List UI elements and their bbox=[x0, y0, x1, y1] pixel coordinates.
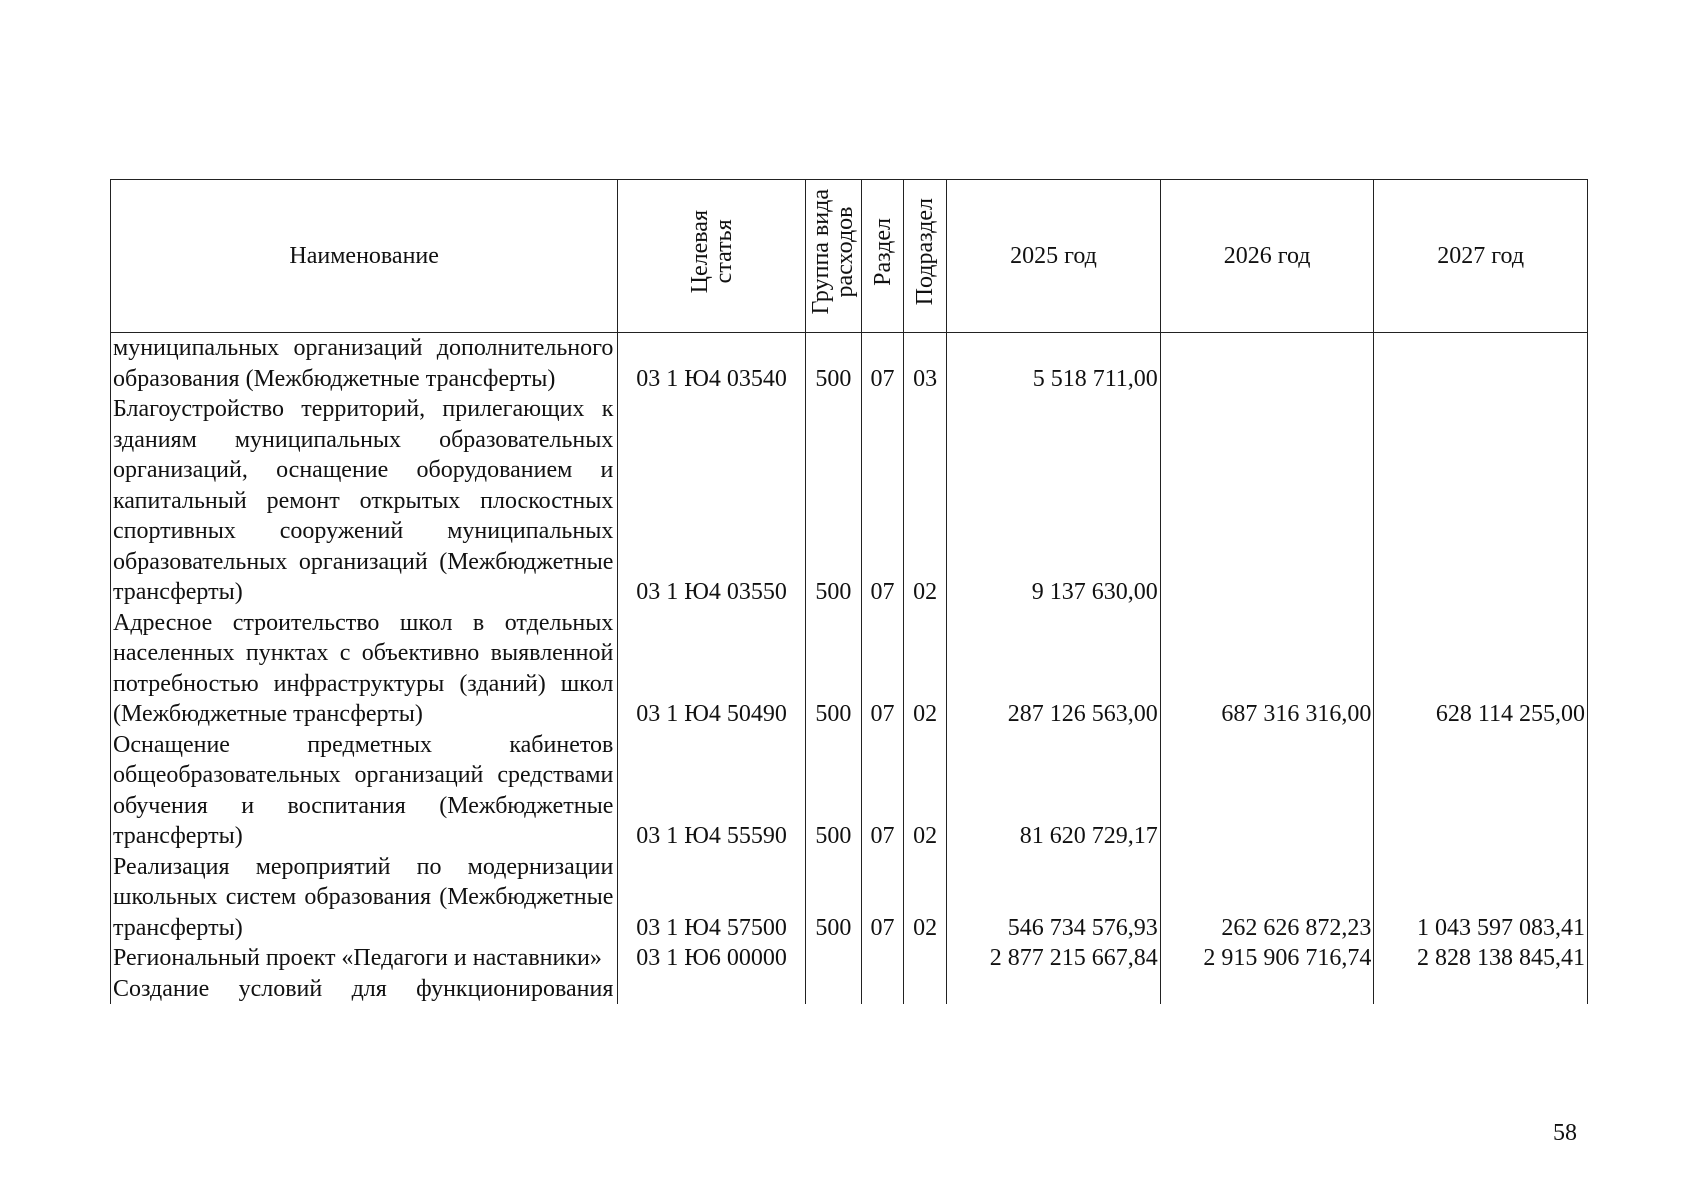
table-row bbox=[111, 943, 1588, 974]
row-name: Реализация мероприятий по модернизации школьных систем образования (Межбюджетные трансферты) bbox=[111, 852, 618, 944]
row-2027: 628 114 255,00 bbox=[1374, 608, 1588, 730]
row-2027 bbox=[1374, 730, 1588, 852]
row-section: 07 bbox=[862, 852, 904, 944]
row-target: 03 1 Ю4 50490 bbox=[618, 608, 806, 730]
row-2026: 2 915 906 716,74 bbox=[1160, 943, 1374, 974]
row-subsection: 02 bbox=[904, 852, 947, 944]
row-2026: 687 316 316,00 bbox=[1160, 608, 1374, 730]
row-subsection: 02 bbox=[904, 394, 947, 608]
continuation-name: Создание условий для функционирования bbox=[111, 974, 618, 1005]
row-name: Благоустройство территорий, прилегающих к зданиям муниципальных образовательных организаций, оснащение оборудованием и капитальный ремонт открытых плоскостных спортивных сооружений муниципальных образовательных организаций (Межбюджетные трансферты) bbox=[111, 394, 618, 608]
row-section bbox=[862, 943, 904, 974]
row-target: 03 1 Ю4 03550 bbox=[618, 394, 806, 608]
row-section: 07 bbox=[862, 333, 904, 395]
row-2026 bbox=[1160, 333, 1374, 395]
table-row bbox=[111, 608, 1588, 730]
row-2025: 81 620 729,17 bbox=[947, 730, 1161, 852]
header-group-label: Группа вида расходов bbox=[808, 189, 859, 315]
row-group: 500 bbox=[805, 333, 861, 395]
header-group bbox=[805, 180, 861, 333]
row-2027 bbox=[1374, 333, 1588, 395]
row-name: Региональный проект «Педагоги и наставники» bbox=[111, 943, 618, 974]
row-name: Оснащение предметных кабинетов общеобразовательных организаций средствами обучения и воспитания (Межбюджетные трансферты) bbox=[111, 730, 618, 852]
row-section: 07 bbox=[862, 730, 904, 852]
header-row bbox=[111, 180, 1588, 333]
header-subsection: Подраздел bbox=[904, 180, 947, 333]
table-row bbox=[111, 852, 1588, 944]
row-section: 07 bbox=[862, 394, 904, 608]
row-group: 500 bbox=[805, 394, 861, 608]
row-subsection: 02 bbox=[904, 730, 947, 852]
row-2025: 287 126 563,00 bbox=[947, 608, 1161, 730]
row-2025: 2 877 215 667,84 bbox=[947, 943, 1161, 974]
row-2026 bbox=[1160, 730, 1374, 852]
row-section: 07 bbox=[862, 608, 904, 730]
row-group: 500 bbox=[805, 608, 861, 730]
row-2026: 262 626 872,23 bbox=[1160, 852, 1374, 944]
row-target: 03 1 Ю4 03540 bbox=[618, 333, 806, 395]
row-subsection bbox=[904, 943, 947, 974]
page-number: 58 bbox=[1553, 1120, 1577, 1146]
row-subsection: 02 bbox=[904, 608, 947, 730]
table-row bbox=[111, 333, 1588, 395]
row-group: 500 bbox=[805, 730, 861, 852]
header-name: Наименование bbox=[111, 180, 618, 333]
header-target-label: Целевая статья bbox=[686, 210, 737, 294]
header-section: Раздел bbox=[862, 180, 904, 333]
table-row bbox=[111, 730, 1588, 852]
continuation-row bbox=[111, 974, 1588, 1005]
header-2025: 2025 год bbox=[947, 180, 1161, 333]
row-2027 bbox=[1374, 394, 1588, 608]
table-row bbox=[111, 394, 1588, 608]
row-target: 03 1 Ю4 55590 bbox=[618, 730, 806, 852]
row-group: 500 bbox=[805, 852, 861, 944]
row-2026 bbox=[1160, 394, 1374, 608]
row-subsection: 03 bbox=[904, 333, 947, 395]
header-2027: 2027 год bbox=[1374, 180, 1588, 333]
row-name: Адресное строительство школ в отдельных населенных пунктах с объективно выявленной потребностью инфраструктуры (зданий) школ (Межбюджетные трансферты) bbox=[111, 608, 618, 730]
row-2027: 1 043 597 083,41 bbox=[1374, 852, 1588, 944]
budget-table bbox=[110, 179, 1588, 1004]
row-target: 03 1 Ю6 00000 bbox=[618, 943, 806, 974]
row-target: 03 1 Ю4 57500 bbox=[618, 852, 806, 944]
row-2027: 2 828 138 845,41 bbox=[1374, 943, 1588, 974]
row-group bbox=[805, 943, 861, 974]
row-name: муниципальных организаций дополнительного образования (Межбюджетные трансферты) bbox=[111, 333, 618, 395]
header-target bbox=[618, 180, 806, 333]
header-2026: 2026 год bbox=[1160, 180, 1374, 333]
row-2025: 546 734 576,93 bbox=[947, 852, 1161, 944]
row-2025: 5 518 711,00 bbox=[947, 333, 1161, 395]
row-2025: 9 137 630,00 bbox=[947, 394, 1161, 608]
